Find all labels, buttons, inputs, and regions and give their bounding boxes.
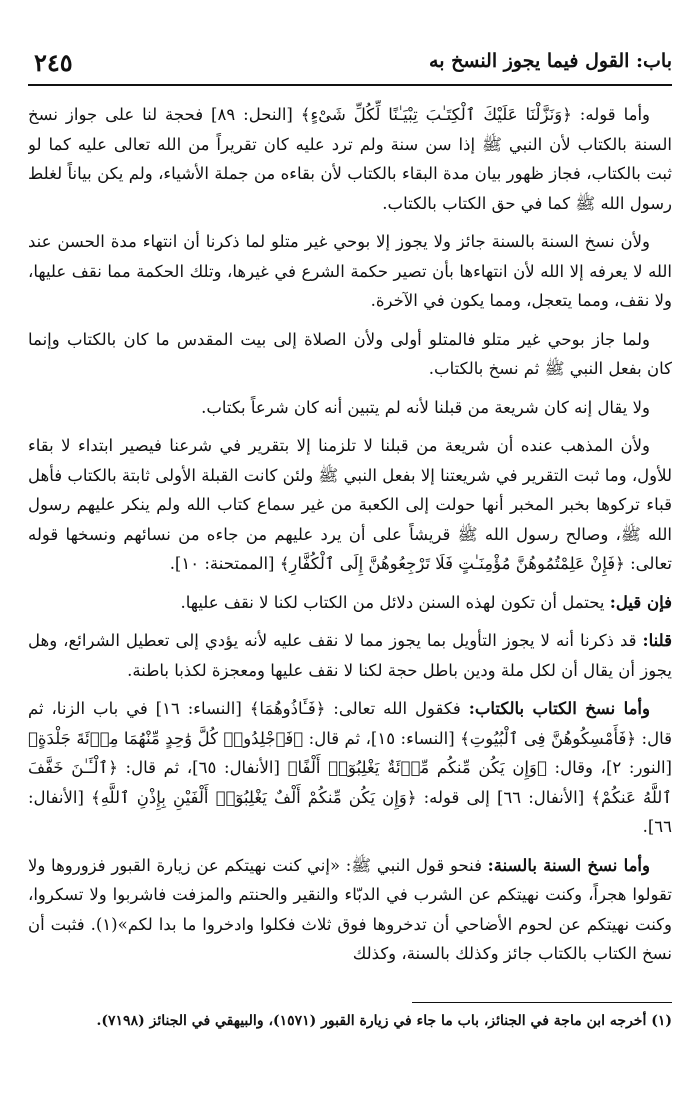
paragraph-text: فكقول الله تعالى: ﴿فَـَٔاذُوهُمَا﴾ [النساء: ١٦] في باب الزنا، ثم قال: ﴿فَأَمْسِكُوهُنَّ فِى ٱلْبُيُوتِ﴾ [النساء: ١٥]، ثم قال: ﴿فَٱجْلِدُوا۟ كُلَّ وَٰحِدٍ مِّنْهُمَا مِا۟ئَةَ جَلْدَةٍ﴾ [النور: ٢]، وقال: ﴿وَإِن يَكُن مِّنكُم مِّا۟ئَةٌ يَغْلِبُوٓا۟ أَلْفًا﴾ [الأنفال: ٦٥]، ثم قال: ﴿ٱلْـَٔـٰنَ خَفَّفَ ٱللَّهُ عَنكُمْ﴾ [الأنفال: ٦٦] إلى قوله: ﴿وَإِن يَكُن مِّنكُمْ أَلْفٌ يَغْلِبُوٓا۟ أَلْفَيْنِ بِإِذْنِ ٱللَّهِ﴾ [الأنفال: ٦٦].: [28, 699, 672, 836]
footnote: (١) أخرجه ابن ماجة في الجنائز، باب ما جاء في زيارة القبور (١٥٧١)، والبيهقي في الجنائز (٧١٩٨).: [96, 1013, 672, 1029]
paragraph-3: [28, 325, 672, 384]
paragraph-lead: وأما نسخ الكتاب بالكتاب:: [468, 699, 650, 718]
paragraph-text: قد ذكرنا أنه لا يجوز التأويل بما يجوز مما لا نقف عليه لأنه يؤدي إلى تعطيل الشرائع، وهل يجوز أن يقال أن لكل ملة ودين باطل حجة لكنا لا نقف عليها ومعجزة لكذبا باطنة.: [28, 631, 672, 680]
paragraph-text: ولأن المذهب عنده أن شريعة من قبلنا لا تلزمنا إلا بتقرير في شرعنا فيصير ابتداء لا بقاء للأول، وما ثبت التقرير في شريعتنا إلا بفعل النبي ﷺ ولئن كانت القبلة الأولى ثابتة بالكتاب فأهل قباء تركوها بخبر المخبر أنها حولت إلى الكعبة من غير سماع كتاب الله ولم ينكر عليهم رسول الله ﷺ، وصالح رسول الله ﷺ قريشاً على أن يرد عليهم من جاءه من نسائهم ونسخها قوله تعالى: ﴿فَإِنْ عَلِمْتُمُوهُنَّ مُؤْمِنَـٰتٍ فَلَا تَرْجِعُوهُنَّ إِلَى ٱلْكُفَّارِ﴾ [الممتحنة: ١٠].: [28, 436, 672, 573]
paragraph-text: وأما قوله: ﴿وَنَزَّلْنَا عَلَيْكَ ٱلْكِتَـٰبَ تِبْيَـٰنًا لِّكُلِّ شَىْءٍ﴾ [النحل: ٨٩] فحجة لنا على جواز نسخ السنة بالكتاب لأن النبي ﷺ إذا سن سنة ولم ترد عليه كان تقريراً من الله تعالى عليه كما لو ثبت بالكتاب، فجاز ظهور بيان مدة البقاء بالكتاب لأن بقاءه من جملة الأشياء، ولم يكن بياناً لغلط رسول الله ﷺ كما في حق الكتاب بالكتاب.: [28, 105, 672, 213]
paragraph-lead: فإن قيل:: [609, 592, 672, 612]
paragraph-4: [28, 393, 672, 423]
paragraph-6: [28, 588, 672, 618]
paragraph-7: [28, 626, 672, 685]
paragraph-9: [28, 851, 672, 969]
paragraph-lead: وأما نسخ السنة بالسنة:: [487, 855, 650, 875]
page-header: [28, 40, 672, 86]
paragraph-text: فنحو قول النبي ﷺ: «إني كنت نهيتكم عن زيارة القبور فزوروها ولا تقولوا هجراً، وكنت نهيتكم عن الشرب في الدبّاء والنقير والحنتم والمزفت فاشربوا ولا تسكروا، وكنت نهيتكم عن لحوم الأضاحي أن تدخروها فوق ثلاث فكلوا وادخروا ما بدا لكم»(١). فثبت أن نسخ الكتاب بالكتاب جائز وكذلك بالسنة، وكذلك: [28, 855, 672, 963]
paragraph-text: يحتمل أن تكون لهذه السنن دلائل من الكتاب لكنا لا نقف عليها.: [180, 592, 605, 612]
paragraph-lead: قلنا:: [642, 631, 672, 650]
paragraph-text: ولا يقال إنه كان شريعة من قبلنا لأنه لم يتبين أنه كان شرعاً بكتاب.: [201, 397, 650, 417]
paragraph-2: [28, 227, 672, 316]
paragraph-text: ولأن نسخ السنة بالسنة جائز ولا يجوز إلا بوحي غير متلو لما ذكرنا أن انتهاء مدة الحسن عند الله لا يعرفه إلا الله لأن انتهاءها بأن تصير حكمة الشرع في غيرها، وتلك الحكمة مما نقف عليها، ولا نقف، ومما يتعجل، ومما يكون في الآخرة.: [28, 232, 672, 310]
chapter-title: باب: القول فيما يجوز النسخ به: [429, 50, 672, 72]
paragraph-text: ولما جاز بوحي غير متلو فالمتلو أولى ولأن الصلاة إلى بيت المقدس ما كان بالكتاب وإنما كان بفعل النبي ﷺ ثم نسخ بالكتاب.: [28, 329, 672, 378]
main-text: [28, 100, 672, 1000]
paragraph-5: [28, 431, 672, 579]
paragraph-1: [28, 100, 672, 218]
page-number: ٢٤٥: [34, 48, 73, 77]
footnote-divider: [412, 1002, 672, 1003]
paragraph-8: [28, 694, 672, 842]
